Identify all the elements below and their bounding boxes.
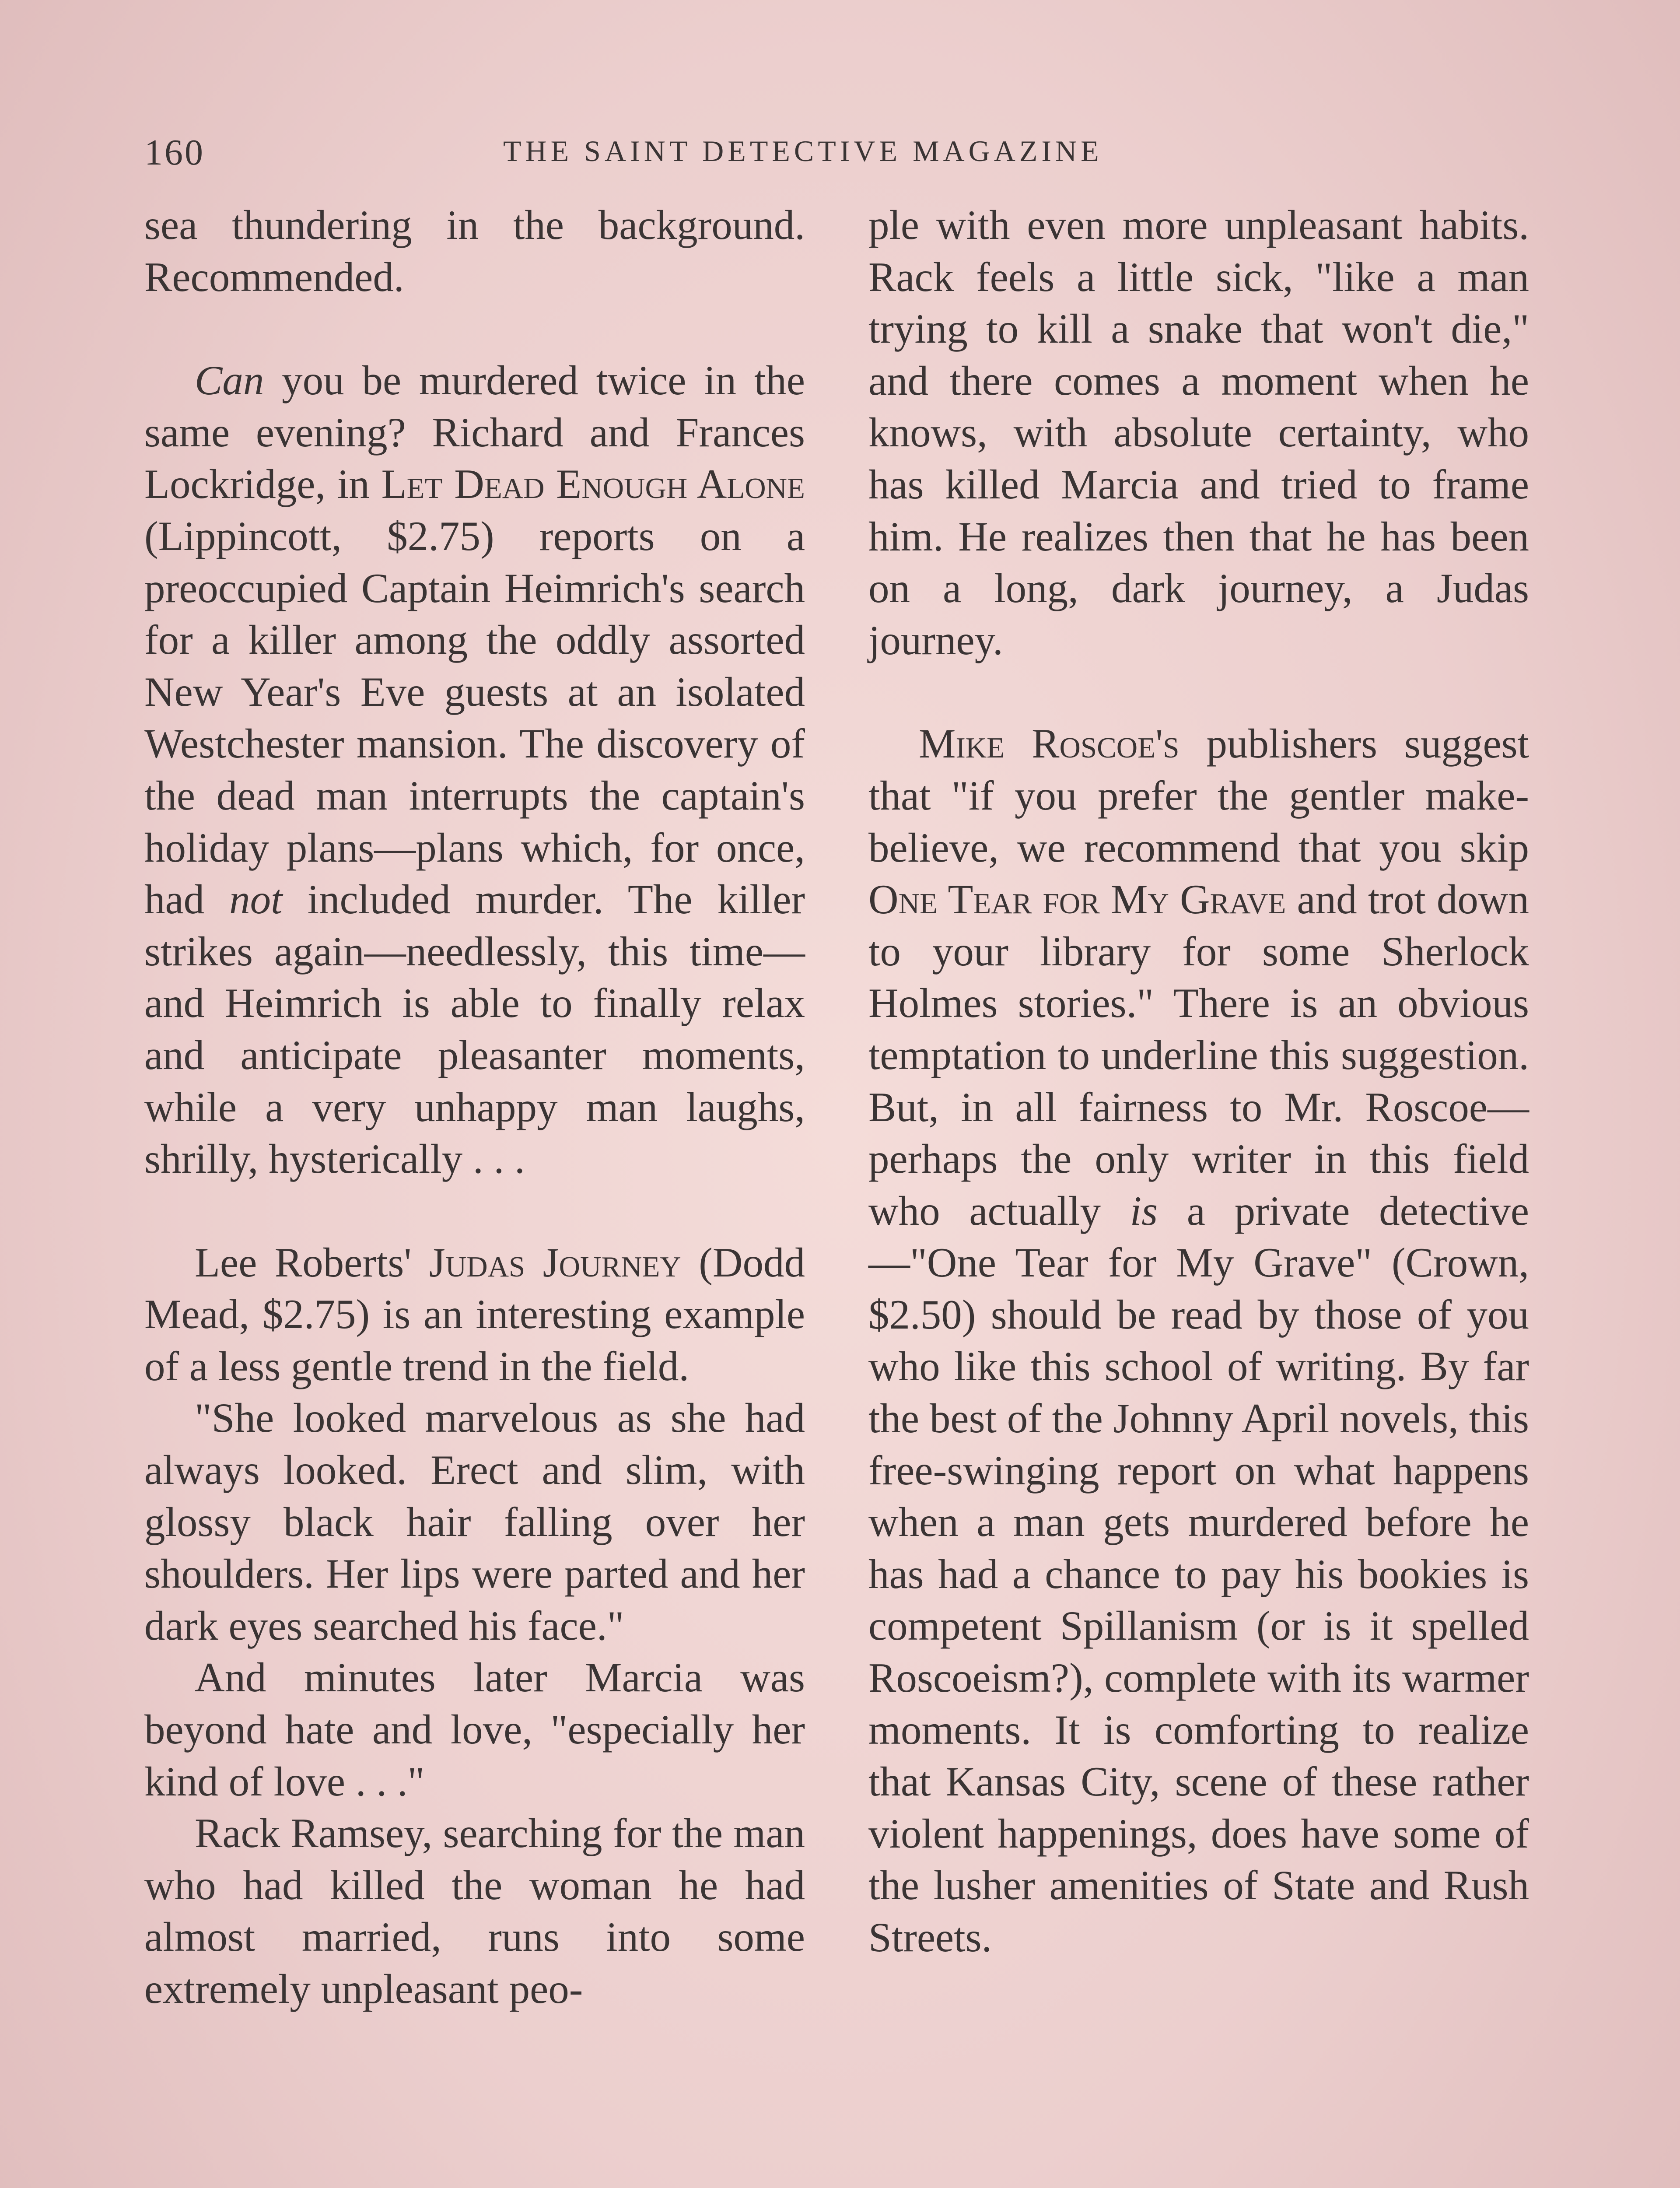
book-title-one-tear-for-my-grave: One Tear for My Grave xyxy=(868,876,1286,923)
paragraph-continued-right: ple with even more unpleasant habits. Rack feels a little sick, "like a man trying to kill a snake that won't die," and there comes a moment when he knows, with absolute certainty, who has killed Marcia and tried to frame him. He realizes then that he has been on a long, dark journey, a Judas journey. xyxy=(868,202,1529,663)
emphasis-not: not xyxy=(229,876,283,923)
paragraph-rack-ramsey: Rack Ramsey, searching for the man who had killed the woman he had almost married, runs into some extremely unpleasant peo- xyxy=(144,1810,805,2012)
right-column xyxy=(868,199,1529,1964)
book-title-let-dead-enough-alone: Let Dead Enough Alone xyxy=(381,461,805,508)
lead-word: Can xyxy=(195,357,264,404)
paragraph-roscoe-review: Mike Roscoe's publishers suggest that "if you prefer the gentler make-believe, we recommend that you skip One Tear for My Grave and trot down to your library for some Sherlock Holmes stories." There is an obvious temptation to underline this suggestion. But, in all fairness to Mr. Roscoe—perhaps the only writer in this field who actually is a private detective—"One Tear for My Grave" (Crown, $2.50) should be read by those of you who like this school of writing. By far the best of the Johnny April novels, this free-swinging report on what happens when a man gets murdered before he has had a chance to pay his bookies is competent Spillanism (or is it spelled Roscoeism?), complete with its warmer moments. It is comforting to realize that Kansas City, scene of these rather violent happenings, does have some of the lusher amenities of State and Rush Streets. xyxy=(868,720,1530,1960)
page-number: 160 xyxy=(144,132,205,173)
book-title-judas-journey: Judas Journey xyxy=(429,1239,681,1286)
paragraph-lockridge-review: Can you be murdered twice in the same evening? Richard and Frances Lockridge, in Let Dead Enough Alone (Lippincott, $2.75) reports on a preoccupied Captain Heimrich's search for a killer among the oddly assorted New Year's Eve guests at an isolated Westchester mansion. The discovery of the dead man interrupts the captain's holiday plans—plans which, for once, had not included murder. The killer strikes again—needlessly, this time—and Heimrich is able to finally relax and anticipate pleasanter moments, while a very unhappy man laughs, shrilly, hysterically . . . xyxy=(144,357,805,1182)
left-column xyxy=(144,199,805,2015)
emphasis-is: is xyxy=(1130,1187,1158,1234)
author-name-roscoe: Mike Roscoe's xyxy=(919,720,1180,767)
running-title: THE SAINT DETECTIVE MAGAZINE xyxy=(503,134,1103,168)
paragraph-continued: sea thundering in the background. Recommended. xyxy=(144,202,805,300)
paragraph-marcia: And minutes later Marcia was beyond hate and love, "especially her kind of love . . ." xyxy=(144,1654,805,1805)
page-header xyxy=(144,131,1527,179)
paragraph-quote: "She looked marvelous as she had always looked. Erect and slim, with glossy black hair falling over her shoulders. Her lips were parted and her dark eyes searched his face." xyxy=(144,1395,805,1649)
paragraph-roberts-review: Lee Roberts' Judas Journey (Dodd Mead, $2.75) is an interesting example of a less gentle trend in the field. xyxy=(144,1239,805,1389)
